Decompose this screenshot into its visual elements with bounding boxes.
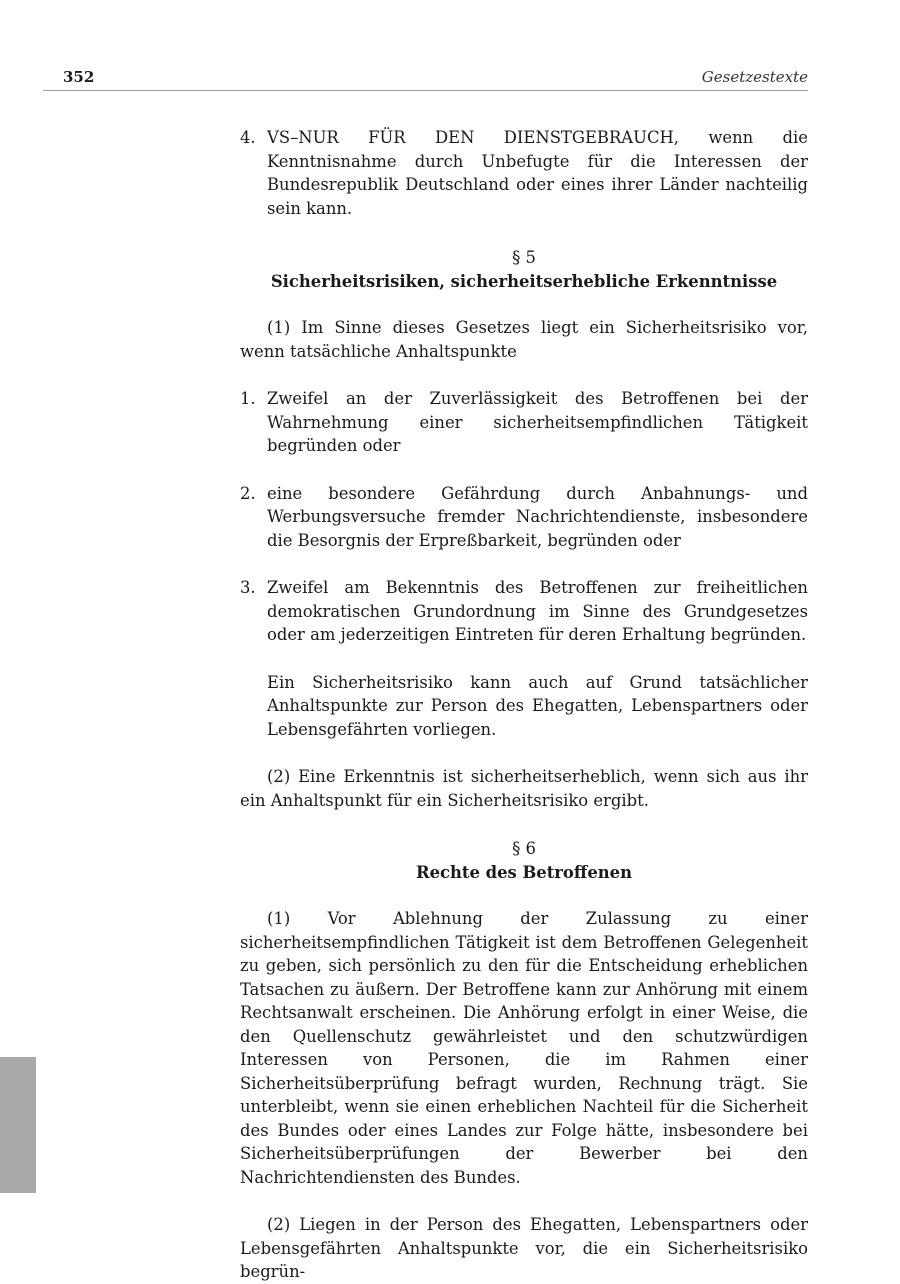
list-item [240,387,808,458]
list-item-number: 4. [240,128,256,147]
list-item [240,482,808,553]
page-header [43,66,808,91]
paragraph: (1) Im Sinne dieses Gesetzes liegt ein Sicherheitsrisiko vor, wenn tatsächliche Anhaltspunkte [240,318,808,361]
section-symbol: § 5 [512,248,536,267]
section-title: Sicherheitsrisiken, sicherheitserhebliche Erkenntnisse [270,271,778,291]
list-item-number: 3. [240,578,256,597]
section-5-heading [240,246,808,293]
list-item [240,126,808,220]
paragraph: (1) Vor Ablehnung der Zulassung zu einer sicherheitsempfindlichen Tätigkeit ist dem Betroffenen Gelegenheit zu geben, sich persönlich zu den für die Entscheidung erheblichen Tatsachen zu äußern. Der Betroffene kann zur Anhörung mit einem Rechtsanwalt erscheinen. Die Anhörung erfolgt in einer Weise, die den Quellenschutz gewährleistet und den schutzwürdigen Interessen von Personen, die im Rahmen einer Sicherheitsüberprüfung befragt wurden, Rechnung trägt. Sie unterbleibt, wenn sie einen erheblichen Nachteil für die Sicherheit des Bundes oder eines Landes zur Folge hätte, insbesondere bei Sicherheitsüberprüfungen der Bewerber bei den Nachrichtendiensten des Bundes. [240,909,808,1187]
paragraph: Ein Sicherheitsrisiko kann auch auf Grund tatsächlicher Anhaltspunkte zur Person des Ehegatten, Lebenspartners oder Lebensgefährten vorliegen. [267,672,808,739]
thumb-index-tab [0,1057,36,1193]
section-title: Rechte des Betroffenen [415,862,633,882]
list-item-text: eine besondere Gefährdung durch Anbahnungs- und Werbungsversuche fremder Nachrichtendienste, insbesondere die Besorgnis der Erpreßbarkeit, begründen oder [267,483,808,550]
list-item [240,576,808,647]
list-item-number: 2. [240,483,256,503]
list-item-text: Zweifel am Bekenntnis des Betroffenen zur freiheitlichen demokratischen Grundordnung im Sinne des Grundgesetzes oder am jederzeitigen Eintreten für deren Erhaltung begründen. [267,578,808,644]
paragraph: (2) Eine Erkenntnis ist sicherheitserheblich, wenn sich aus ihr ein Anhaltspunkt für ein Sicherheitsrisiko ergibt. [240,767,808,810]
paragraph: (2) Liegen in der Person des Ehegatten, Lebenspartners oder Lebensgefährten Anhaltspunkte vor, die ein Sicherheitsrisiko begrün- [240,1215,808,1281]
section-6-heading [240,837,808,884]
list-item-text: VS–NUR FÜR DEN DIENSTGEBRAUCH, wenn die Kenntnisnahme durch Unbefugte für die Interessen der Bundesrepublik Deutschland oder eines ihrer Länder nachteilig sein kann. [267,128,808,218]
page-number: 352 [63,68,95,86]
running-head: Gesetzestexte [701,68,808,86]
page-body [240,126,808,1284]
list-item-text: Zweifel an der Zuverlässigkeit des Betroffenen bei der Wahrnehmung einer sicherheitsempfindlichen Tätigkeit begründen oder [267,389,808,455]
section-symbol: § 6 [512,839,536,858]
list-item-number: 1. [240,389,256,408]
